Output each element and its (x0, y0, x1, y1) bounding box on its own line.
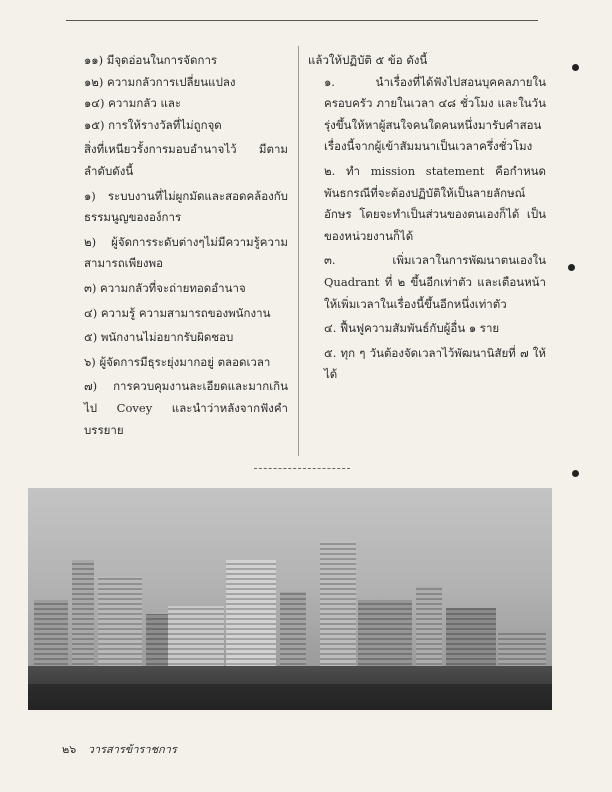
right-intro: แล้วให้ปฏิบัติ ๕ ข้อ ดังนี้ (308, 53, 428, 67)
page-number: ๒๖ (62, 743, 77, 756)
page-footer (62, 740, 177, 758)
right-item-3: ๓. เพิ่มเวลาในการพัฒนาตนเองใน Quadrant ที่ ๒ ขึ้นอีกเท่าตัว และเตือนหน้าให้เพิ่มเวลาในเรื่องนี้ขึ้นอีกหนึ่งเท่าตัว (324, 253, 546, 311)
left-item-12: ๑๒) ความกลัวการเปลี่ยนแปลง (84, 74, 236, 89)
photo-caption-band (28, 684, 552, 710)
section-dashes (254, 468, 350, 469)
left-reason-2: ๒) ผู้จัดการระดับต่างๆไม่มีความรู้ความสามารถเพียงพอ (84, 234, 288, 271)
column-divider (298, 46, 299, 456)
left-reason-3: ๓) ความกลัวที่จะถ่ายทอดอำนาจ (84, 280, 246, 295)
left-reason-4: ๔) ความรู้ ความสามารถของพนักงาน (84, 305, 271, 320)
right-item-1: ๑. นำเรื่องที่ได้ฟังไปสอนบุคคลภายในครอบครัว ภายในเวลา ๔๘ ชั่วโมง และในวันรุ่งขึ้นให้หาผู้สนใจคนใดคนหนึ่งมารับคำสอนเรื่องนี้จากผู้เข้าสัมมนาเป็นเวลาครึ่งชั่วโมง (324, 74, 546, 154)
left-reason-1: ๑) ระบบงานที่ไม่ผูกมัดและสอดคล้องกับธรรมนูญขององ์การ (84, 188, 288, 225)
top-rule (66, 20, 538, 21)
right-item-4: ๔. ฟื้นฟูความสัมพันธ์กับผู้อื่น ๑ ราย (324, 321, 500, 336)
right-column (308, 50, 546, 386)
left-column (68, 50, 288, 441)
right-item-2: ๒. ทำ mission statement คือกำหนดพันธกรณีที่จะต้องปฏิบัติให้เป็นลายลักษณ์อักษร โดยจะทำเป็นส่วนของตนเองก็ได้ เป็นของหน่วยงานก็ได้ (324, 163, 546, 243)
left-reason-6: ๖) ผู้จัดการมีธุระยุ่งมากอยู่ ตลอดเวลา (84, 354, 271, 369)
margin-mark (572, 470, 579, 477)
margin-mark (572, 64, 579, 71)
margin-mark (568, 264, 575, 271)
left-item-15: ๑๕) การให้รางวัลที่ไม่ถูกจุด (84, 117, 222, 132)
left-reason-7: ๗) การควบคุมงานละเอียดและมากเกินไป Covey และนำว่าหลังจากฟังคำบรรยาย (84, 379, 288, 437)
left-reason-5: ๕) พนักงานไม่อยากรับผิดชอบ (84, 330, 234, 345)
journal-title: วารสารข้าราชการ (87, 743, 177, 756)
left-intro: สิ่งที่เหนียวรั้งการมอบอำนาจไว้ มีตามลำดับดังนี้ (84, 142, 288, 178)
left-item-14: ๑๔) ความกลัว และ (84, 96, 182, 111)
left-item-11: ๑๑) มีจุดอ่อนในการจัดการ (84, 53, 218, 67)
right-item-5: ๕. ทุก ๆ วันต้องจัดเวลาไว้พัฒนานิสัยที่ ๗ ให้ได้ (324, 345, 546, 382)
city-skyline-photo (28, 488, 552, 710)
